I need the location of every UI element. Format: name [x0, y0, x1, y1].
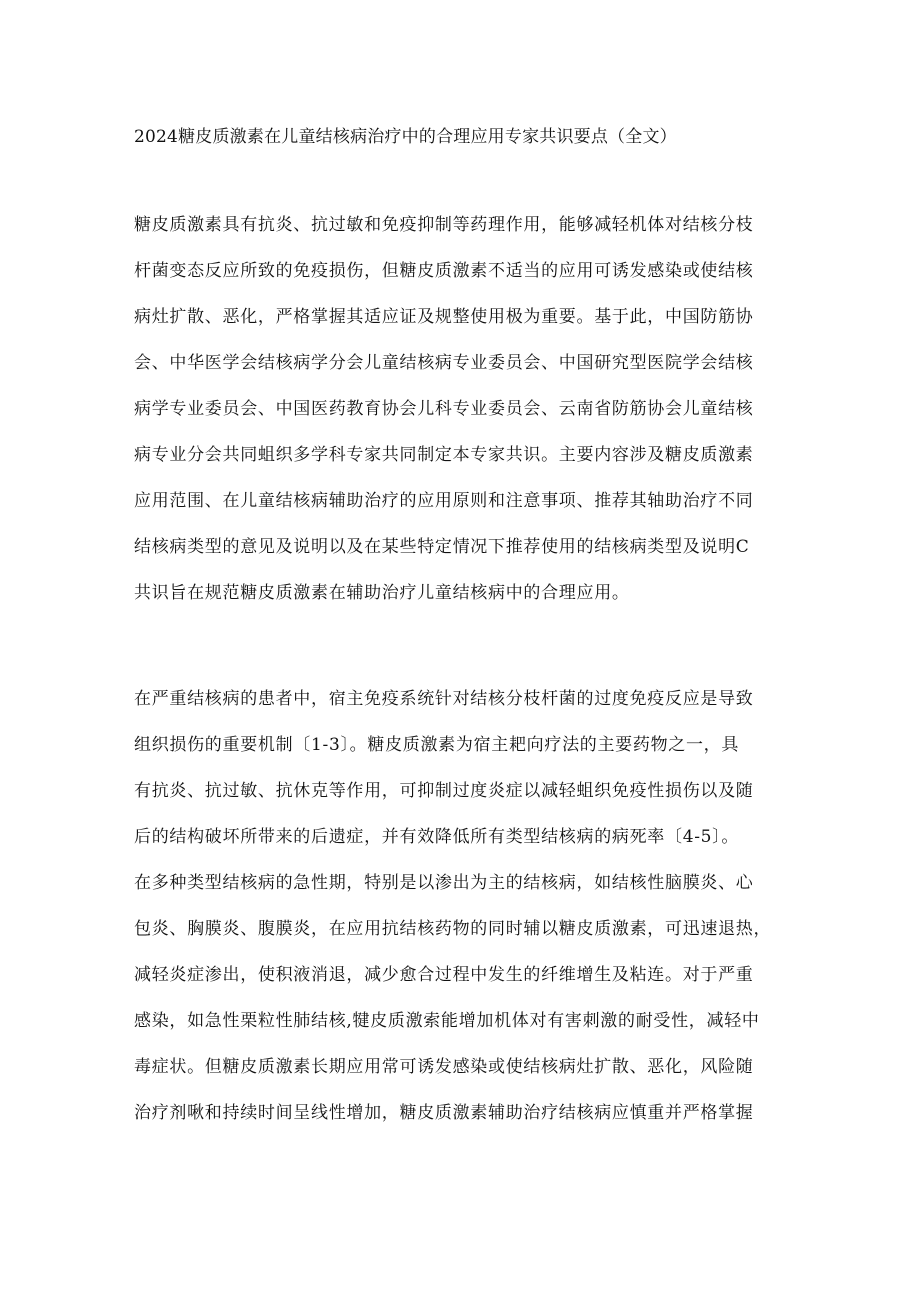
text-line: 后的结构破坏所带来的后遗症，并有效降低所有类型结核病的病死率〔4-5〕。 [134, 827, 740, 847]
text-line: 在多种类型结核病的急性期，特别是以渗出为主的结核病，如结核性脑膜炎、心 [134, 873, 754, 893]
text-line: 在严重结核病的患者中，宿主免疫系统针对结核分枝杆菌的过度免疫反应是导致 [134, 689, 754, 709]
text-line: 治疗剂啾和持续时间呈线性增加，糖皮质激素辅助治疗结核病应慎重并严格掌握 [134, 1103, 754, 1123]
text-line: 病灶扩散、恶化，严格掌握其适应证及规整使用极为重要。基于此，中国防筋协 [134, 307, 754, 327]
text-line: 感染，如急性栗粒性肺结核,犍皮质激索能增加机体对有害刺激的耐受性，减轻中 [134, 1011, 760, 1031]
text-line: 病学专业委员会、中国医药教育协会儿科专业委员会、云南省防筋协会儿童结核 [134, 399, 754, 419]
text-line: 会、中华医学会结核病学分会儿童结核病专业委员会、中国研究型医院学会结核 [134, 353, 754, 373]
text-line: 减轻炎症渗出，使积液消退，减少愈合过程中发生的纤维增生及粘连。对于严重 [134, 965, 754, 985]
text-line: 应用范围、在儿童结核病辅助治疗的应用原则和注意事项、推荐其轴助治疗不同 [134, 491, 754, 511]
text-line: 有抗炎、抗过敏、抗休克等作用，可抑制过度炎症以减轻蛆织免疫性损伤以及随 [134, 781, 754, 801]
text-line: 包炎、胸膜炎、腹膜炎，在应用抗结核药物的同时辅以糖皮质激素，可迅速退热， [134, 919, 772, 939]
text-line: 毒症状。但糖皮质激素长期应用常可诱发感染或使结核病灶扩散、恶化，风险随 [134, 1057, 754, 1077]
text-line: 组织损伤的重要机制〔1-3〕。糖皮质激素为宿主耙向疗法的主要药物之一，具 [134, 735, 740, 755]
text-line: 糖皮质激素具有抗炎、抗过敏和免疫抑制等药理作用，能够减轻机体对结核分枝 [134, 215, 754, 235]
text-line: 共识旨在规范糖皮质激素在辅助治疗儿童结核病中的合理应用。 [134, 583, 630, 603]
text-line: 病专业分会共同蛆织多学科专家共同制定本专家共识。主要内容涉及糖皮质激素 [134, 445, 754, 465]
text-line: 杆菌变态反应所致的免疫损伤，但糖皮质激素不适当的应用可诱发感染或使结核 [134, 261, 754, 281]
paragraph-2 [134, 676, 794, 1136]
document-title: 2024糖皮质激素在儿童结核病治疗中的合理应用专家共识要点（全文） [134, 127, 677, 147]
text-line: 结核病类型的意见及说明以及在某些特定情况下推荐使用的结核病类型及说明C [134, 537, 750, 557]
paragraph-1 [134, 202, 794, 616]
